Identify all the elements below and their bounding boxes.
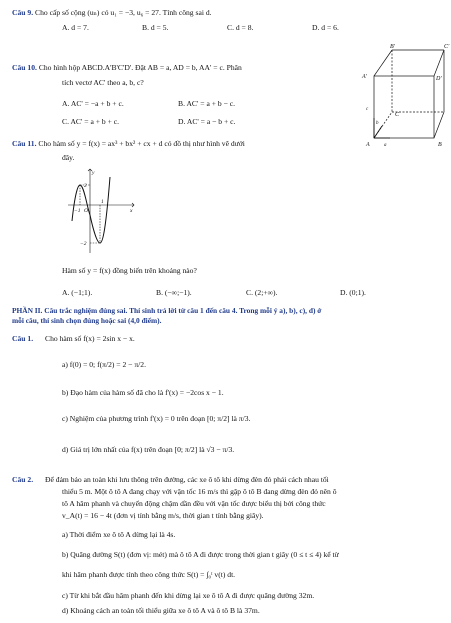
- graph-label-y: y: [92, 170, 95, 176]
- graph-label-x: x: [130, 208, 133, 214]
- c1-statement-b[interactable]: b) Đạo hàm của hàm số đã cho là f'(x) = −2cos x − 1.: [62, 388, 224, 397]
- q10-option-b[interactable]: B. AC' = a + b − c.: [178, 99, 236, 108]
- q10-text-line1: Cho hình hộp ABCD.A'B'C'D'. Đặt AB = a, AD = b, AA' = c. Phân: [38, 63, 242, 72]
- fig-label-c: C: [395, 112, 400, 118]
- svg-text:b: b: [376, 121, 379, 126]
- c1-stem: [12, 334, 135, 343]
- fig-label-b: B: [438, 142, 442, 148]
- q11-text-line1: Cho hàm số y = f(x) = ax³ + bx² + cx + d có đồ thị như hình vẽ dưới: [38, 139, 245, 148]
- c2-line4: v_A(t) = 16 − 4t (đơn vị tính bằng m/s, thời gian t tính bằng giây).: [62, 511, 264, 520]
- q9-option-a[interactable]: A. d = 7.: [62, 23, 89, 32]
- q9-option-b[interactable]: B. d = 5.: [142, 23, 169, 32]
- part2-heading-line1: PHẦN II. Câu trắc nghiệm đúng sai. Thí sinh trả lời từ câu 1 đến câu 4. Trong mỗi ý a), b), c), d) ở: [12, 306, 322, 315]
- q9-stem: [12, 8, 212, 17]
- cubic-graph: [66, 167, 138, 255]
- q9-label: Câu 9.: [12, 8, 34, 17]
- c1-text: Cho hàm số f(x) = 2sin x − x.: [45, 334, 135, 343]
- q11-label: Câu 11.: [12, 139, 37, 148]
- c1-statement-a[interactable]: a) f(0) = 0; f(π/2) = 2 − π/2.: [62, 360, 146, 369]
- q10-stem: [12, 63, 242, 72]
- q11-stem: [12, 139, 245, 148]
- parallelepiped-figure: [360, 40, 450, 150]
- graph-label-o: O: [84, 208, 88, 214]
- graph-label-1: 1: [101, 199, 104, 205]
- c1-label: Câu 1.: [12, 334, 34, 343]
- q10-option-d[interactable]: D. AC' = a − b + c.: [178, 117, 236, 126]
- c2-label: Câu 2.: [12, 475, 34, 484]
- svg-text:a: a: [384, 143, 387, 148]
- q10-text-line2: tích vectơ AC' theo a, b, c?: [62, 78, 144, 87]
- c2-statement-b-line1[interactable]: b) Quãng đường S(t) (đơn vị: mét) mà ô tô A đi được trong thời gian t giây (0 ≤ t ≤ 4) kể từ: [62, 550, 339, 559]
- fig-label-d1: D': [436, 76, 442, 82]
- q10-option-a[interactable]: A. AC' = −a + b + c.: [62, 99, 124, 108]
- c2-line2: thiểu 5 m. Một ô tô A đang chạy với vận tốc 16 m/s thì gặp ô tô B đang dừng đèn đỏ nên ô: [62, 487, 337, 496]
- c2-statement-b-line2[interactable]: khi hãm phanh được tính theo công thức S(t) = ∫₀ᵗ v(t) dt.: [62, 570, 236, 579]
- c1-statement-c[interactable]: c) Nghiệm của phương trình f'(x) = 0 trên đoạn [0; π/2] là π/3.: [62, 414, 251, 423]
- q11-option-c[interactable]: C. (2;+∞).: [246, 288, 278, 297]
- c2-line1: Để đảm bảo an toàn khi lưu thông trên đường, các xe ô tô khi dừng đèn đỏ phải cách nhau tối: [45, 475, 329, 484]
- graph-label-minus1: −1: [74, 208, 81, 214]
- fig-label-b1: B': [390, 44, 395, 50]
- q11-options: [62, 288, 432, 297]
- fig-label-c1: C': [444, 44, 450, 50]
- q9-option-c[interactable]: C. d = 8.: [227, 23, 254, 32]
- q11-option-b[interactable]: B. (−∞;−1).: [156, 288, 192, 297]
- c2-statement-a[interactable]: a) Thời điểm xe ô tô A dừng lại là 4s.: [62, 530, 176, 539]
- c2-stem: [12, 475, 329, 484]
- q9-options: [62, 23, 432, 32]
- c2-statement-d[interactable]: d) Khoảng cách an toàn tối thiểu giữa xe ô tô A và ô tô B là 37m.: [62, 606, 260, 615]
- c2-line3: tô A hãm phanh và chuyển động chậm dần đều với vận tốc được biểu thị bởi công thức: [62, 499, 326, 508]
- q11-text-line2: đây.: [62, 153, 75, 162]
- part2-heading-line2: mỗi câu, thí sinh chọn đúng hoặc sai (4,0 điểm).: [12, 316, 162, 325]
- q10-label: Câu 10.: [12, 63, 37, 72]
- graph-label-minus2: −2: [80, 241, 87, 247]
- svg-text:c: c: [366, 107, 369, 112]
- q11-prompt: Hàm số y = f(x) đồng biến trên khoảng nào?: [62, 266, 197, 275]
- graph-label-2: 2: [84, 183, 87, 189]
- c1-statement-d[interactable]: d) Giá trị lớn nhất của f(x) trên đoạn [0; π/2] là √3 − π/3.: [62, 445, 235, 454]
- q11-option-a[interactable]: A. (−1;1).: [62, 288, 93, 297]
- q11-option-d[interactable]: D. (0;1).: [340, 288, 366, 297]
- q9-text: Cho cấp số cộng (uₙ) có u₁ = −3, u₆ = 27. Tính công sai d.: [35, 8, 212, 17]
- q10-option-c[interactable]: C. AC' = a + b + c.: [62, 117, 120, 126]
- fig-label-a: A: [366, 142, 370, 148]
- q9-option-d[interactable]: D. d = 6.: [312, 23, 339, 32]
- c2-statement-c[interactable]: c) Từ khi bắt đầu hãm phanh đến khi dừng lại xe ô tô A đi được quãng đường 32m.: [62, 591, 315, 600]
- fig-label-a1: A': [362, 74, 367, 80]
